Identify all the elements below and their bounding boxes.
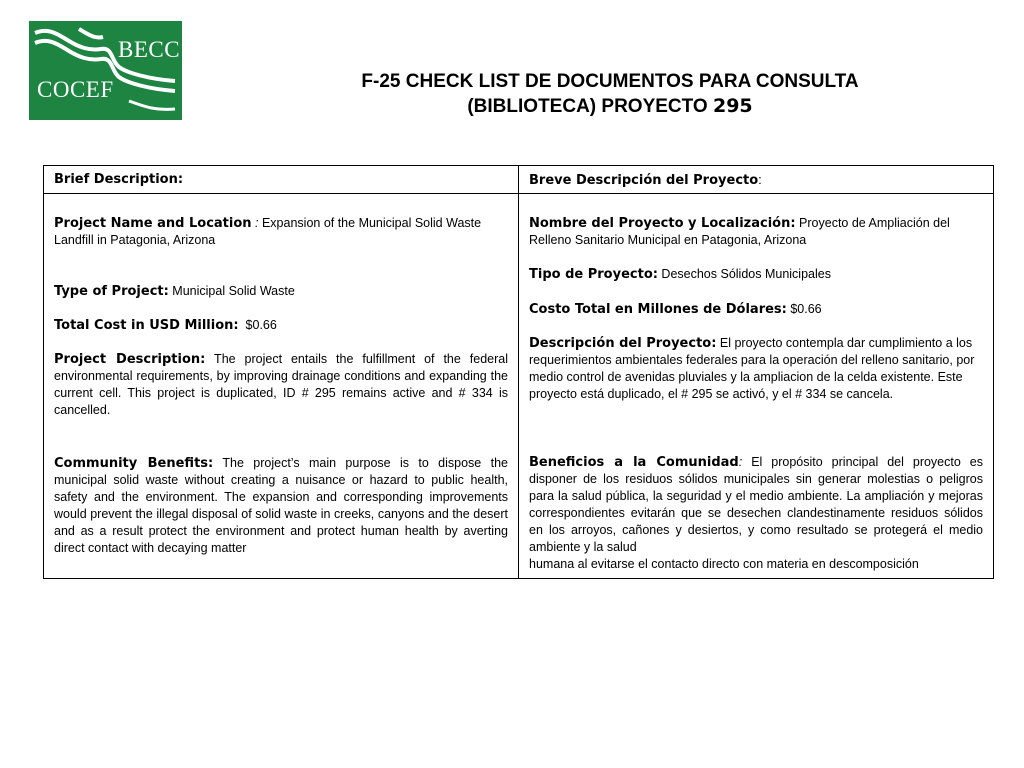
en-project-name-label: Project Name and Location <box>54 216 252 231</box>
spanish-description-cell <box>519 194 994 579</box>
es-community-benefits-last-line: humana al evitarse el contacto directo con materia en descomposición <box>529 557 919 571</box>
en-project-name <box>54 215 508 283</box>
en-project-description-value: The project entails the fulfillment of the federal environmental requirements, by improving drainage conditions and expanding the current cell. This project is duplicated, ID # 295 remains active and # 334 is cancelled. <box>54 352 508 417</box>
english-description-cell <box>44 194 519 579</box>
table-body-row <box>44 194 994 579</box>
en-project-description-label: Project Description: <box>54 352 206 367</box>
title-line-2 <box>290 94 930 119</box>
en-project-type-value: Municipal Solid Waste <box>168 284 295 298</box>
es-project-name-value: Proyecto de Ampliación del Relleno Sanitario Municipal en Patagonia, Arizona <box>529 216 950 247</box>
es-community-benefits <box>529 454 983 556</box>
title-line-1: F-25 CHECK LIST DE DOCUMENTOS PARA CONSULTA <box>361 71 859 92</box>
es-project-description <box>529 335 983 454</box>
es-total-cost-label: Costo Total en Millones de Dólares: <box>529 302 787 317</box>
spanish-header <box>519 166 994 194</box>
becc-cocef-logo <box>29 21 182 120</box>
es-total-cost-value: $0.66 <box>786 302 822 316</box>
logo-wave-graphic <box>29 21 182 120</box>
en-project-description <box>54 351 508 455</box>
title-line-2-prefix: (BIBLIOTECA) PROYECTO <box>467 96 713 117</box>
es-project-type-value: Desechos Sólidos Municipales <box>657 267 831 281</box>
en-project-type <box>54 283 508 317</box>
es-total-cost <box>529 301 983 335</box>
logo-text-becc: BECC <box>118 37 181 62</box>
en-total-cost <box>54 317 508 351</box>
en-project-type-label: Type of Project: <box>54 284 169 299</box>
en-community-benefits <box>54 455 508 557</box>
es-community-benefits-colon: : <box>738 455 743 469</box>
logo-text-cocef: COCEF <box>37 77 114 102</box>
es-project-name-label: Nombre del Proyecto y Localización: <box>529 216 796 231</box>
spanish-header-colon: : <box>758 171 762 187</box>
project-number: 295 <box>712 95 753 117</box>
es-project-type <box>529 266 983 301</box>
table-header-row <box>44 166 994 194</box>
en-community-benefits-value: The project’s main purpose is to dispose the municipal solid waste without creating a nuisance or hazard to public health, safety and the environment. The expansion and corresponding improvements would prevent the illegal disposal of solid waste in creeks, canyons and the desert and as a result protect the environment and protect human health by averting direct contact with decaying matter <box>54 456 508 555</box>
en-total-cost-label: Total Cost in USD Million: <box>54 318 239 333</box>
description-table <box>43 165 994 579</box>
es-community-benefits-label: Beneficios a la Comunidad <box>529 455 739 470</box>
en-total-cost-value: $0.66 <box>238 318 277 332</box>
es-project-description-label: Descripción del Proyecto: <box>529 336 717 351</box>
es-community-benefits-value: El propósito principal del proyecto es disponer de los residuos sólidos municipales sin generar molestias o peligros para la salud pública, la seguridad y el medio ambiente. La ampliación y mejoras correspondientes evitarán que se desechen clandestinamente residuos sólidos en los arroyos, cañones y desiertos, y como resultado se protegerá el medio ambiente y la salud <box>529 455 983 554</box>
es-project-type-label: Tipo de Proyecto: <box>529 267 658 282</box>
english-header <box>44 166 519 194</box>
english-header-label: Brief Description: <box>54 172 184 187</box>
es-project-description-value: El proyecto contempla dar cumplimiento a los requerimientos ambientales federales para la operación del relleno sanitario, por medio control de avenidas pluviales y la ampliacion de la celda existente. Este proyecto está duplicado, el # 295 se activó, y el # 334 se cancela. <box>529 336 975 401</box>
es-project-name <box>529 215 983 266</box>
en-project-name-colon: : <box>251 216 262 230</box>
en-project-name-value: Expansion of the Municipal Solid Waste Landfill in Patagonia, Arizona <box>54 216 482 247</box>
en-community-benefits-label: Community Benefits: <box>54 456 214 471</box>
document-title <box>290 70 930 119</box>
spanish-header-label: Breve Descripción del Proyecto <box>529 172 759 188</box>
